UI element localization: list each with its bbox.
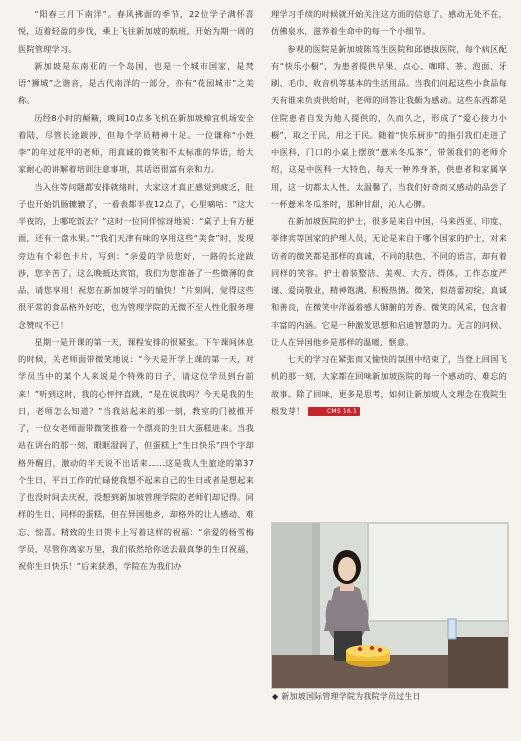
photo-illustration xyxy=(272,523,508,688)
left-column xyxy=(18,6,254,575)
paragraph: 星期一是开课的第一天，课程安排的很紧张。下午课间休息的时候，关老师面带微笑地说：“今天是开学上课的第一天，对学员当中的某个人来说是个特殊的日子，请这位学员到台前来！”听到这时，我的心怦怦直跳，“是在说我吗？今天是我的生日，老师怎么知道？”当我站起来的那一刻，教室的门被推开了，一位女老师面带微笑推着一个漂亮的生日大蛋糕进来。当我站在讲台的那一刻，眼眶湿润了，但蛋糕上“生日快乐”四个字却格外醒目，激动的半天说不出话来……这是我人生旅途的第37个生日，平日工作的忙碌使我想不起来自己的生日或者是想起来了也没时间去庆祝，没想到新加坡管理学院的老师们却记得。同样的生日，同样的蛋糕，但在异国他乡，却格外的让人感动、难忘、惊喜。精致的生日贺卡上写着这样的祝福：“亲爱的杨雪梅学员，尽管你离家万里，我们依然给你送去最真挚的生日祝福，祝你生日快乐！”后来获悉，学院在为我们办 xyxy=(18,336,254,571)
paragraph: 在新加坡医院的护士，很多是来自中国，马来西亚、印度、菲律宾等国家的护理人员，无论是来自于哪个国家的护士，对来访者的微笑都是那样的真诚，不同的肤色，不同的语言，却有着同样的笑容。护士着装整洁、美观、大方、得体，工作态度严谨、爱岗敬业，精神饱满、积极热情。微笑，似蓓蕾初绽，真诚和善良，在微笑中洋溢着感人肺腑的芳香。微笑的风采，包含着丰富的内涵。它是一种激发思想和启迪智慧的力。无言的问候、让人在异国他乡是那样的温暖、惬意。 xyxy=(271,216,507,347)
paragraph: 历经8小时的颠簸，晚间10点多飞机在新加坡樟宜机场安全着陆，尽管长途跋涉，但每个学员精神十足。一位谦称“小姓李”的年过花甲的老师，用真诚的微笑和不太标准的华语，给大家耐心的讲解着培训注意事项，其话语很富有亲和力。 xyxy=(18,112,254,175)
right-column xyxy=(271,6,507,420)
paragraph: 参观的医院是新加坡陈笃生医院和邱德拔医院，每个病区配有“快乐小橱”，为患者提供早果、点心、咖啡、茶、泡面、牙刷、毛巾、收音机等基本的生活用品。当我们问起这些小食品每天有谁来负责供给时，老师的回答让我颇为感动。这些东西都是住院患者自发为他人提供的，久而久之，形成了“爱心接力小橱”，取之于民，用之于民。随着“快乐厨步”的指引我们走进了中医科，门口的小桌上摆放“薏米冬瓜茶”，带领我们的老师介绍，这是中医科一大特色，每天一种养身茶，供患者和家属享用，这一切都太人性、太温馨了，当我们好奇而又感动的品尝了一杯薏米冬瓜茶时，那种甘甜，沁人心脾。 xyxy=(271,43,507,209)
source-badge: CMS 16.1 xyxy=(308,407,360,416)
paragraph-closing xyxy=(271,351,507,420)
caption-text: 新加坡国际管理学院为我院学员过生日 xyxy=(281,692,421,701)
caption-marker: ◆ xyxy=(272,692,279,701)
paragraph: 新加坡是东南亚的一个岛国，也是一个城市国家，是梵语“狮城”之谐音，是古代南洋的一部分，亦有“花园城市”之美称。 xyxy=(18,60,254,106)
paragraph: 当入住等问题都安排就绪时，大家这才真正感觉到疲乏，肚子也开始饥肠辘辘了，一看表都半夜12点了，心里嘀咕：“这大半夜的，上哪吃饭去？”这时一位同伴惊讶地说：“桌子上有方便面，还有一盘水果。”“我们天津有味的享用这些“美食”时，发现旁边有个彩色卡片，写到：“亲爱的学员您好，一路的长途跋涉，您辛苦了，这么晚抵达宾馆，我们为您准备了一些微薄的食品，请您享用！祝您在新加坡学习的愉快！”片刻间，觉得这些很平常的食品格外好吃，也为管理学院的无微不至人性化服务理念赞叹不已！ xyxy=(18,181,254,330)
birthday-photo xyxy=(271,522,509,689)
photo-caption xyxy=(272,691,508,703)
closing-text: 七天的学习在紧张而又愉快的氛围中结束了，当登上回国飞机的那一刻，大家都在回味新加坡医院的每一个感动的、难忘的故事。除了回味，更多是思考，如何让新加坡人文理念在我院生根发芽！ xyxy=(271,354,507,416)
paragraph: “阳春三月下南洋”。春风拂面的季节，22位学子满怀喜悦，迈着轻盈的步伐，乘上飞往新加坡的航班，开始为期一周的医院管理学习。 xyxy=(18,9,254,54)
paragraph: 理学习手续的时候就开始关注这方面的信息了。感动无处不在，仿佛泉水，滋养着生命中的每一个小细节。 xyxy=(271,9,507,37)
